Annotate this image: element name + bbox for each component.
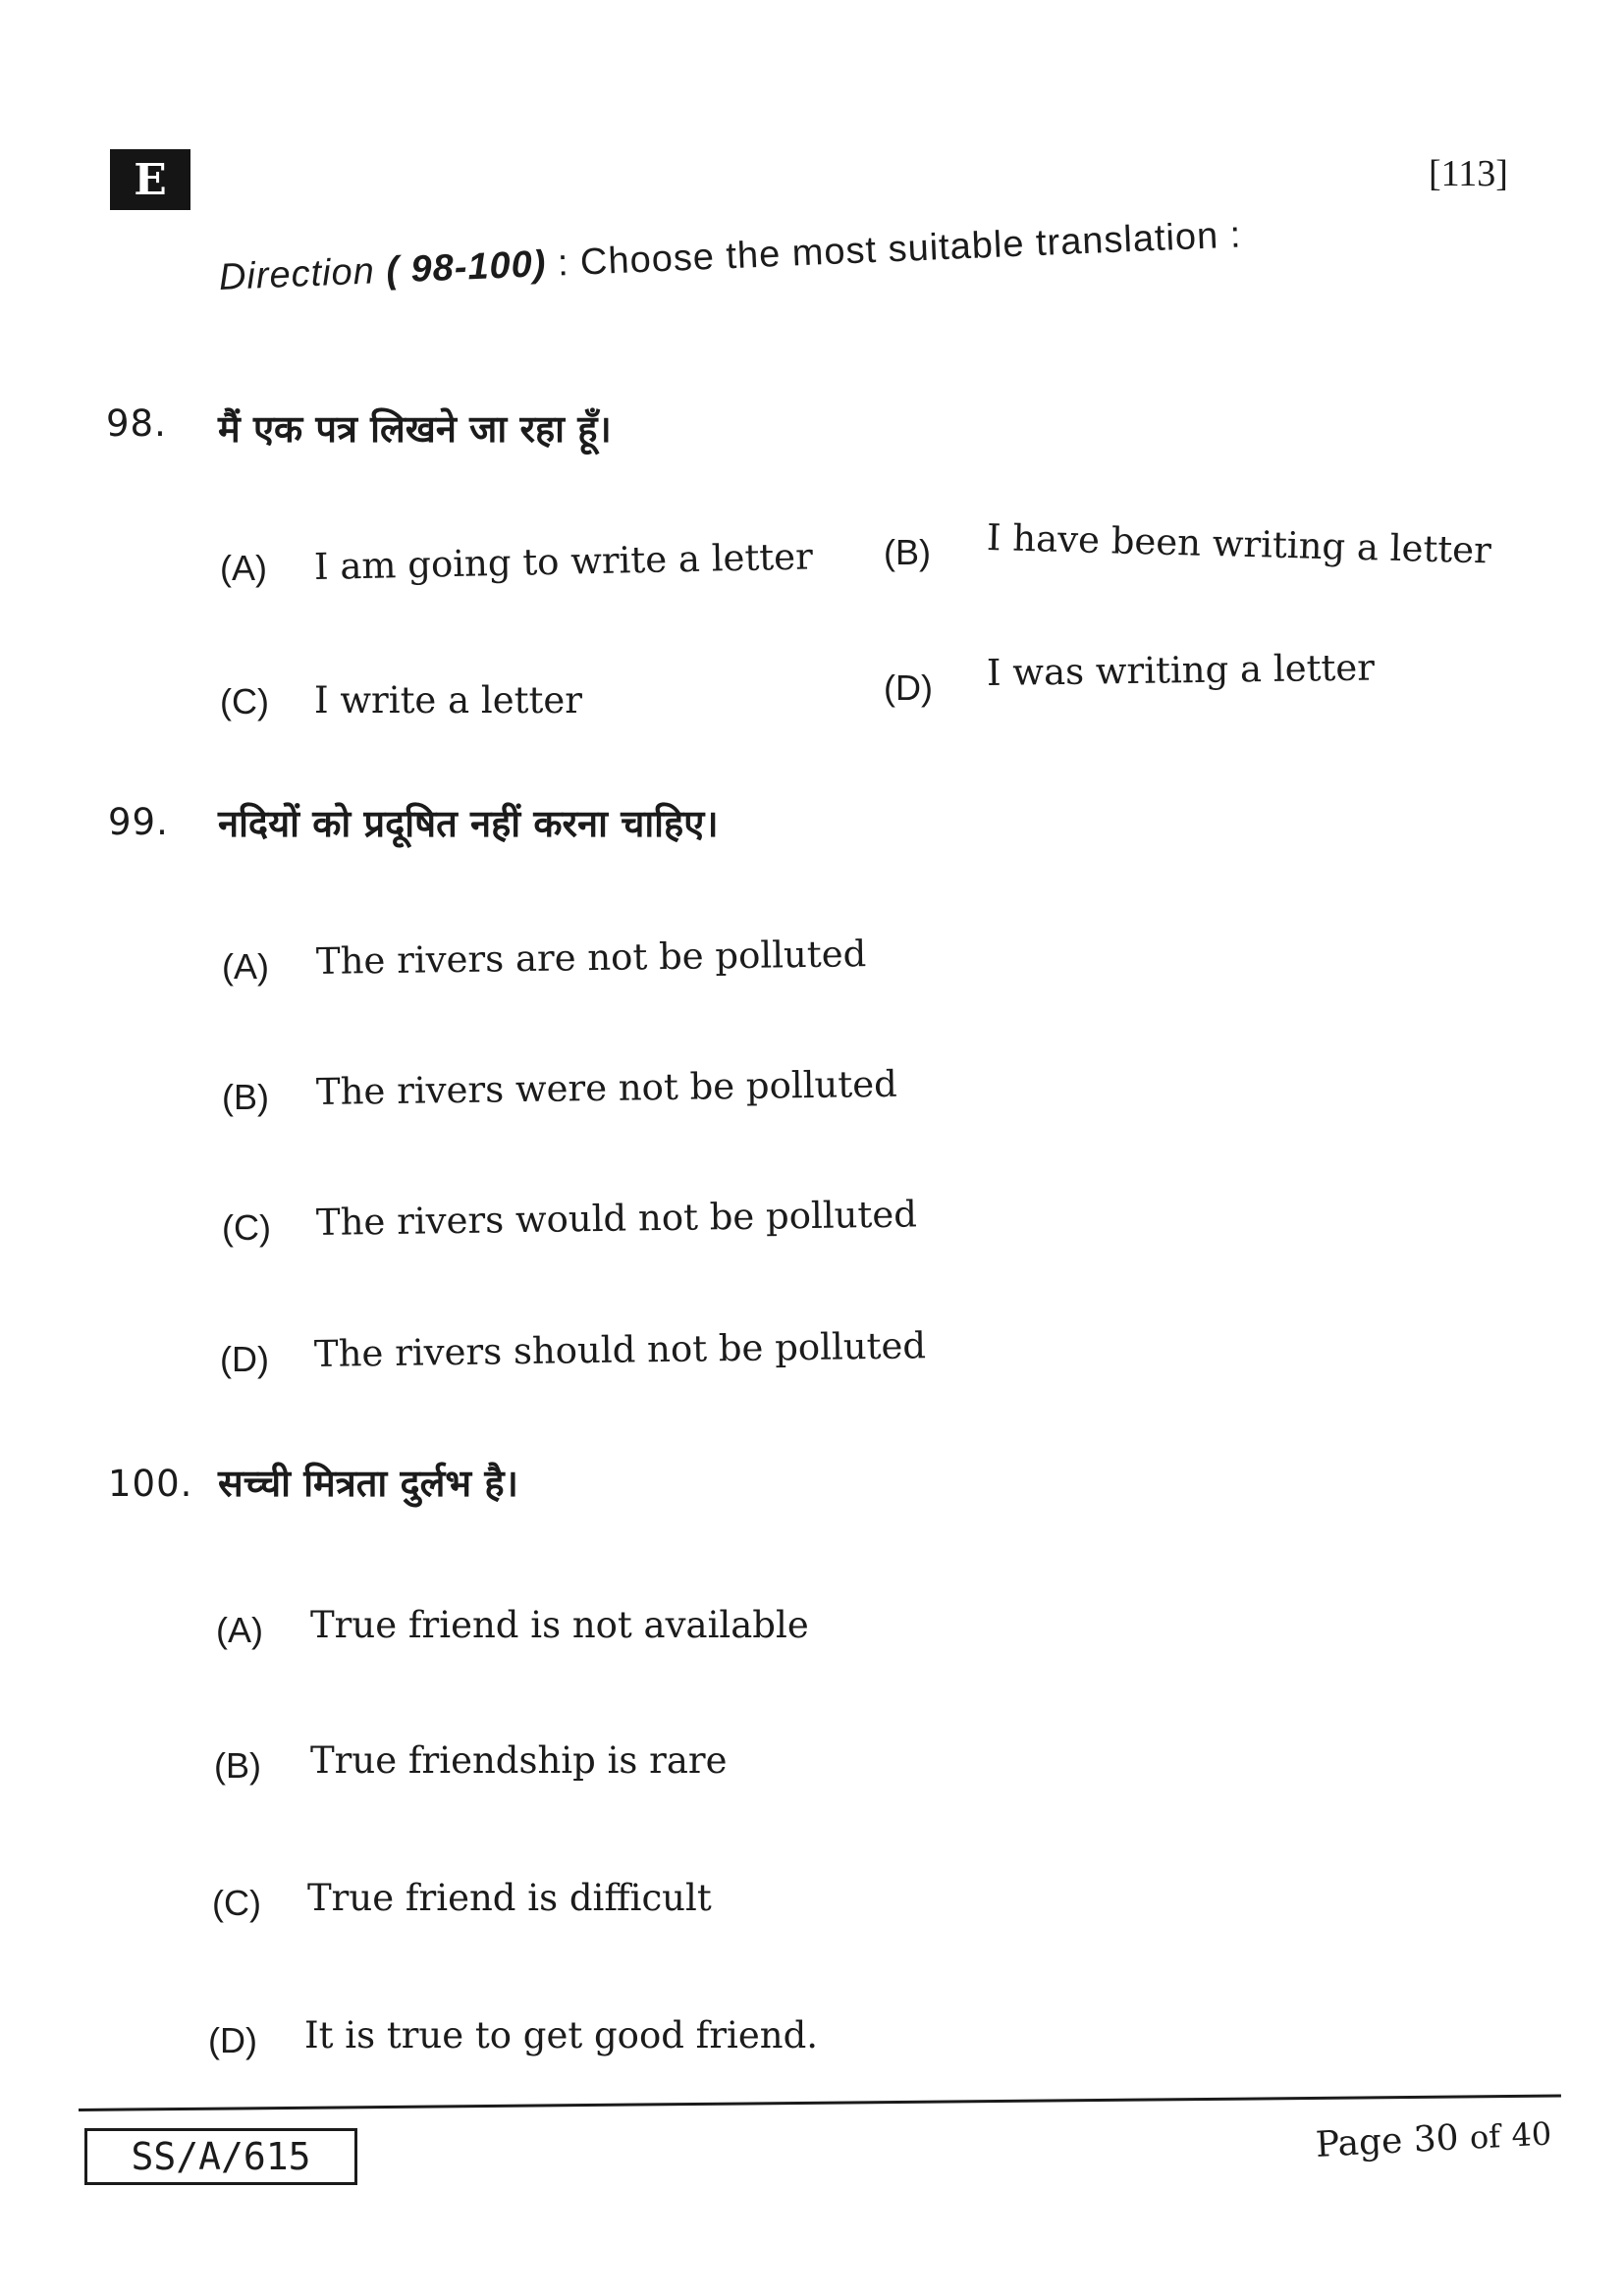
question-text: नदियों को प्रदूषित नहीं करना चाहिए। — [218, 802, 719, 845]
option-text: The rivers would not be polluted — [315, 1193, 918, 1244]
option-label: (A) — [220, 548, 267, 588]
option-text: It is true to get good friend. — [304, 2014, 819, 2056]
page-of: of — [1468, 2117, 1502, 2157]
page-word: Page — [1314, 2120, 1404, 2165]
option-text: I was writing a letter — [986, 646, 1376, 694]
direction-range: ( 98-100) — [385, 243, 548, 292]
question-number: 98. — [106, 402, 167, 445]
option-label: (B) — [222, 1077, 269, 1117]
question-number: 99. — [108, 801, 169, 843]
paper-code-box: SS/A/615 — [84, 2128, 357, 2185]
option-label: (A) — [222, 946, 269, 987]
direction-label: Direction — [218, 250, 376, 298]
option-label: (D) — [220, 1339, 269, 1379]
direction-line — [218, 214, 1242, 299]
option-text: True friend is difficult — [307, 1877, 712, 1919]
option-label: (B) — [214, 1745, 261, 1786]
question-number: 100. — [108, 1463, 193, 1505]
option-text: True friend is not available — [310, 1604, 809, 1646]
option-text: True friendship is rare — [310, 1739, 728, 1782]
option-text: The rivers should not be polluted — [313, 1324, 927, 1375]
option-text: The rivers were not be polluted — [315, 1062, 898, 1113]
option-text: I write a letter — [314, 679, 582, 721]
option-label: (D) — [884, 667, 933, 708]
direction-text: : Choose the most suitable translation : — [557, 214, 1243, 285]
option-label: (C) — [220, 681, 269, 721]
option-label: (C) — [222, 1207, 271, 1248]
page-code: [113] — [1429, 153, 1508, 194]
option-text: I have been writing a letter — [986, 516, 1492, 572]
question-text: मैं एक पत्र लिखने जा रहा हूँ। — [218, 407, 612, 451]
page-total: 40 — [1510, 2114, 1553, 2155]
option-label: (A) — [216, 1610, 263, 1650]
page-number: 30 — [1412, 2117, 1460, 2161]
option-text: I am going to write a letter — [313, 535, 814, 588]
option-text: The rivers are not be polluted — [315, 933, 867, 983]
option-label: (D) — [208, 2020, 257, 2060]
page-indicator — [1315, 2112, 1552, 2165]
set-badge: E — [110, 149, 190, 210]
option-label: (B) — [884, 532, 931, 572]
footer-divider — [79, 2095, 1561, 2111]
option-label: (C) — [212, 1883, 261, 1923]
question-text: सच्ची मित्रता दुर्लभ है। — [218, 1462, 518, 1505]
